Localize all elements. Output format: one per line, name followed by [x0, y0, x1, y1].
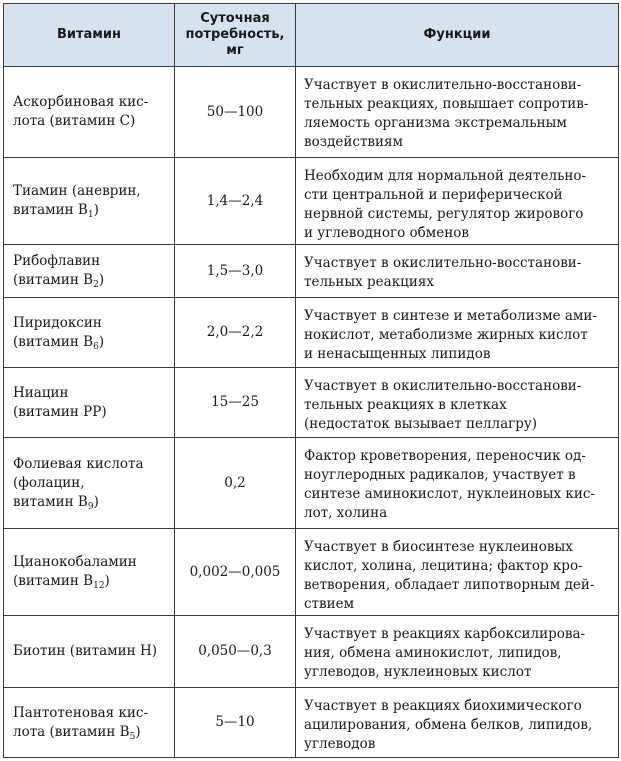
- vitamin-name: Тиамин (аневрин, витамин $B_1$): [4, 158, 175, 245]
- vitamin-function: Фактор кроветворения, переносчик од- ноуглеродных радикалов, участвует в синтезе аминокислот, нуклеиновых кис- лот, холина: [296, 438, 619, 529]
- vitamin-name: Биотин (витамин H): [4, 616, 175, 688]
- daily-dose: 0,050—0,3: [175, 616, 296, 688]
- daily-dose: 2,0—2,2: [175, 298, 296, 368]
- header-daily-need: Суточная потребность, мг: [175, 4, 296, 67]
- daily-dose: 1,5—3,0: [175, 245, 296, 298]
- header-vitamin: Витамин: [4, 4, 175, 67]
- vitamin-function: Участвует в синтезе и метаболизме ами- нокислот, метаболизме жирных кислот и ненасыщенных липидов: [296, 298, 619, 368]
- table-header-row: [4, 4, 619, 67]
- daily-dose: 0,002—0,005: [175, 529, 296, 616]
- header-functions: Функции: [296, 4, 619, 67]
- table-row: [4, 616, 619, 688]
- table-row: [4, 368, 619, 438]
- table-row: [4, 688, 619, 758]
- vitamin-name: Цианокобаламин (витамин $B_{12}$): [4, 529, 175, 616]
- daily-dose: 5—10: [175, 688, 296, 758]
- vitamin-function: Необходим для нормальной деятельно- сти центральной и периферической нервной системы, регулятор жирового и углеводного обменов: [296, 158, 619, 245]
- vitamin-name: Пантотеновая кис- лота (витамин $B_5$): [4, 688, 175, 758]
- table-row: [4, 158, 619, 245]
- vitamin-function: Участвует в биосинтезе нуклеиновых кислот, холина, лецитина; фактор кро- ветворения, обладает липотворным дей- ствием: [296, 529, 619, 616]
- table-row: [4, 529, 619, 616]
- vitamin-function: Участвует в реакциях биохимического ацилирования, обмена белков, липидов, углеводов: [296, 688, 619, 758]
- vitamin-function: Участвует в реакциях карбоксилирова- ния, обмена аминокислот, липидов, углеводов, нуклеиновых кислот: [296, 616, 619, 688]
- table-row: [4, 298, 619, 368]
- vitamin-name: Аскорбиновая кис- лота (витамин С): [4, 67, 175, 158]
- table-row: [4, 245, 619, 298]
- daily-dose: 0,2: [175, 438, 296, 529]
- daily-dose: 1,4—2,4: [175, 158, 296, 245]
- table-row: [4, 67, 619, 158]
- vitamin-function: Участвует в окислительно-восстанови- тельных реакциях, повышает сопротив- ляемость организма экстремальным воздействиям: [296, 67, 619, 158]
- vitamins-table: [3, 3, 619, 758]
- vitamin-name: Фолиевая кислота (фолацин, витамин $B_9$): [4, 438, 175, 529]
- daily-dose: 50—100: [175, 67, 296, 158]
- vitamin-function: Участвует в окислительно-восстанови- тельных реакциях в клетках (недостаток вызывает пеллагру): [296, 368, 619, 438]
- vitamin-name: Пиридоксин (витамин $B_6$): [4, 298, 175, 368]
- vitamin-function: Участвует в окислительно-восстанови- тельных реакциях: [296, 245, 619, 298]
- daily-dose: 15—25: [175, 368, 296, 438]
- vitamin-name: Ниацин (витамин PP): [4, 368, 175, 438]
- vitamin-name: Рибофлавин (витамин $B_2$): [4, 245, 175, 298]
- table-row: [4, 438, 619, 529]
